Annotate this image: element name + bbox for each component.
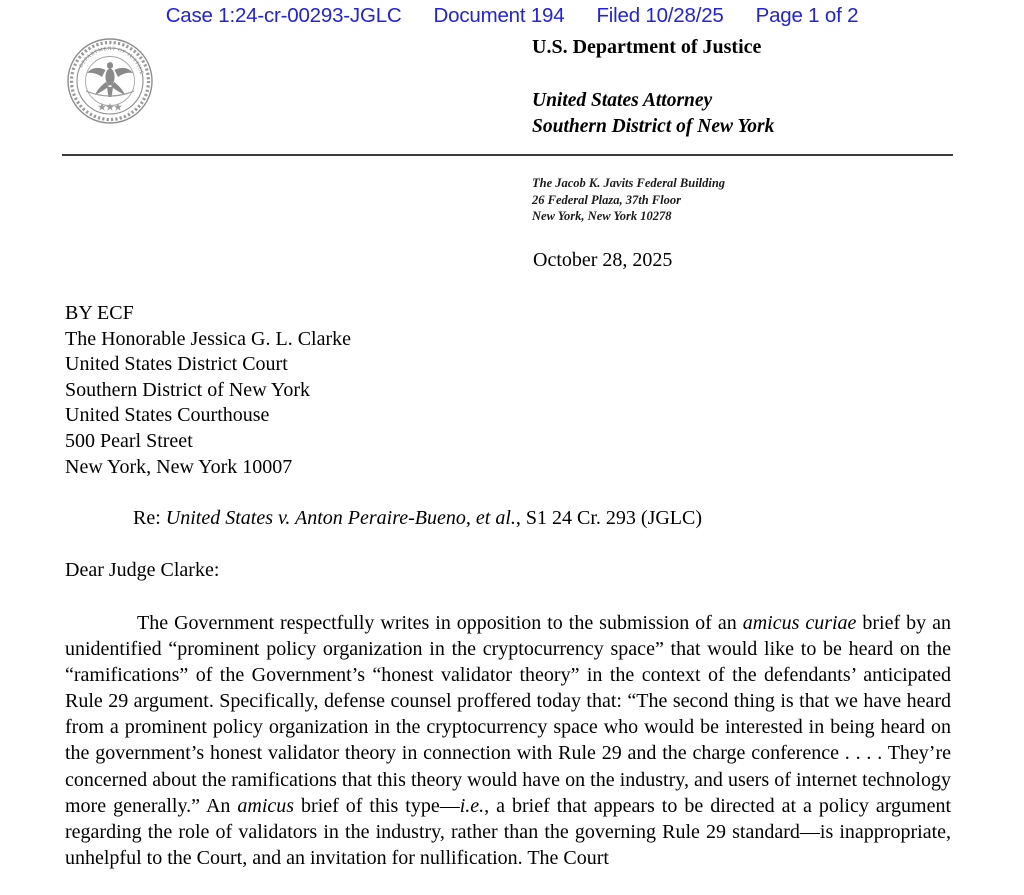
ecf-case-number: Case 1:24-cr-00293-JGLC [165, 4, 402, 27]
ecf-page-number: Page 1 of 2 [755, 4, 859, 27]
body-segment: brief by an unidentified “prominent policy organization in the cryptocurrency space” that would like to be heard on the “ramifications” of the Government’s “honest validator theory” in the context of the defendants’ anticipated Rule 29 argument. Specifically, defense counsel proffered today that: “The second thing is that we have heard from a prominent policy organization in the cryptocurrency space who would be interested in being heard on the government’s honest validator theory in connection with Rule 29 and the charge conference . . . . They’re concerned about the ramifications that this theory would have on the industry, and users of internet technology more generally.” An [65, 612, 951, 817]
re-line [65, 507, 702, 530]
ecf-header-stamp [0, 4, 1024, 28]
svg-text:DEPARTMENT OF JUSTICE: DEPARTMENT OF JUSTICE [78, 45, 145, 76]
courthouse-street: 500 Pearl Street [65, 429, 193, 452]
letterhead-divider [62, 154, 953, 156]
us-attorney-line: United States Attorney [532, 90, 713, 111]
court-name: United States District Court [65, 353, 288, 376]
court-district: Southern District of New York [65, 378, 310, 401]
delivery-method: BY ECF [65, 302, 134, 324]
address-line-1: The Jacob K. Javits Federal Building [532, 176, 726, 190]
re-prefix: Re: [133, 507, 161, 529]
addressee-block [65, 301, 351, 480]
re-case-name: United States v. Anton Peraire-Bueno, et al. [165, 507, 516, 529]
body-italic-amicus: amicus [237, 794, 295, 817]
judge-name: The Honorable Jessica G. L. Clarke [65, 327, 352, 350]
address-line-2: 26 Federal Plaza, 37th Floor [532, 192, 681, 207]
body-segment: , a brief that appears to be directed at a policy argument regarding the role of validators in the industry, rather than the governing Rule 29 standard—is inappropriate, unhelpful to the Court, and an invitation for nullification. The Court [65, 794, 951, 869]
body-segment: The Government respectfully writes in opposition to the submission of an [137, 612, 743, 634]
ecf-document-number: Document 194 [433, 4, 565, 27]
courthouse-city: New York, New York 10007 [65, 455, 293, 478]
body-paragraph-1 [65, 610, 951, 871]
office-address [532, 175, 725, 225]
address-line-3: New York, New York 10278 [532, 209, 672, 223]
body-segment: brief of this type— [294, 794, 460, 817]
courthouse-name: United States Courthouse [65, 404, 270, 427]
doj-seal-icon [66, 37, 154, 125]
letter-date: October 28, 2025 [533, 249, 673, 271]
us-attorney-block [532, 88, 774, 140]
body-italic-ie: i.e. [459, 794, 485, 817]
district-line: Southern District of New York [532, 116, 775, 137]
body-italic-amicus-curiae: amicus curiae [742, 612, 857, 634]
re-case-number: , S1 24 Cr. 293 (JGLC) [515, 507, 703, 529]
department-title: U.S. Department of Justice [532, 36, 762, 58]
salutation: Dear Judge Clarke: [65, 559, 220, 581]
ecf-filed-date: Filed 10/28/25 [596, 4, 724, 27]
